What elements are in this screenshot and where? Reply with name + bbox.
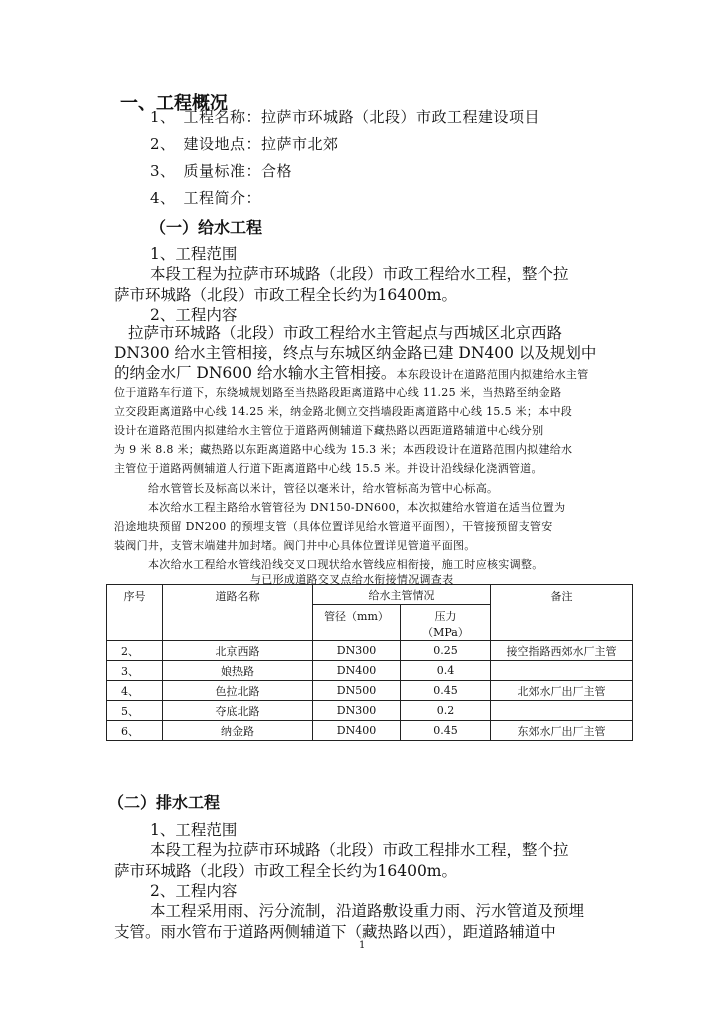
table-row [107,641,633,661]
content-text: 本东段设计在道路范围内拟建给水主管 [396,368,589,381]
table-row [107,721,633,741]
cell-road: 纳金路 [163,721,313,741]
section-title: 一、工程概况 [120,93,228,114]
drain-scope-line: 萨市环城路（北段）市政工程全长约为16400m。 [114,862,458,880]
page-number: 1 [359,940,366,951]
water-content-line: DN300 给水主管相接，终点与东城区纳金路已建 DN400 以及规划中 [114,344,597,362]
table-title: 与已形成道路交叉点给水衔接情况调查表 [250,573,454,586]
water-content-small: 立交段距离道路中心线 14.25 米，纳金路北侧立交挡墙段距离道路中心线 15.5 米；本中段 [114,405,573,418]
water-para: 沿途地块预留 DN200 的预埋支管（具体位置详见给水管道平面图），干管接预留支管安 [114,520,553,533]
header-no: 序号 [107,585,163,641]
water-para: 装阀门井，支管末端建井加封堵。阀门井中心具体位置详见管道平面图。 [114,539,476,552]
cell-dia: DN400 [313,721,401,741]
water-content-small: 位于道路车行道下，东绕城规划路至当热路段距离道路中心线 11.25 米，当热路至纳金路 [114,386,562,399]
cell-note: 东郊水厂出厂主管 [491,721,633,741]
water-content-small: 主管位于道路两侧辅道人行道下距离道路中心线 15.5 米。并设计沿线绿化浇洒管道。 [114,462,543,475]
drain-content-line: 支管。雨水管布于道路两侧辅道下（藏热路以西），距道路辅道中 [114,923,556,941]
table-row [107,701,633,721]
item-name: 1、 工程名称：拉萨市环城路（北段）市政工程建设项目 [150,108,541,126]
cell-road: 夺底北路 [163,701,313,721]
header-main: 给水主管情况 [313,585,491,605]
drain-content-heading: 2、工程内容 [150,882,238,900]
cell-note [491,701,633,721]
cell-pressure: 0.25 [401,641,491,661]
item-location: 2、 建设地点：拉萨市北郊 [150,135,339,153]
water-scope-heading: 1、工程范围 [150,245,238,263]
drain-title: （二）排水工程 [108,793,221,812]
drain-content-line: 本工程采用雨、污分流制，沿道路敷设重力雨、污水管道及预埋 [150,902,585,920]
water-content-heading: 2、工程内容 [150,306,238,324]
cell-dia: DN400 [313,661,401,681]
cell-no: 2、 [107,641,163,661]
water-connection-table [106,584,633,741]
table-row [107,681,633,701]
cell-no: 6、 [107,721,163,741]
cell-dia: DN500 [313,681,401,701]
cell-no: 3、 [107,661,163,681]
water-para: 本次给水工程给水管线沿线交叉口现状给水管线应相衔接，施工时应核实调整。 [148,558,544,571]
cell-pressure: 0.2 [401,701,491,721]
water-content-small: 设计在道路范围内拟建给水主管位于道路两侧辅道下藏热路以西距道路辅道中心线分别 [114,424,544,437]
drain-scope-heading: 1、工程范围 [150,821,238,839]
cell-pressure: 0.45 [401,721,491,741]
cell-note: 接空指路西郊水厂主管 [491,641,633,661]
cell-pressure: 0.4 [401,661,491,681]
item-intro: 4、 工程简介： [150,189,262,207]
water-title: （一）给水工程 [150,218,263,237]
table-row [107,661,633,681]
cell-no: 5、 [107,701,163,721]
cell-road: 北京西路 [163,641,313,661]
cell-note [491,661,633,681]
water-scope-line: 萨市环城路（北段）市政工程全长约为16400m。 [114,286,458,304]
water-scope-line: 本段工程为拉萨市环城路（北段）市政工程给水工程，整个拉 [150,265,569,283]
content-text: 的纳金水厂 DN600 给水输水主管相接。 [114,364,397,382]
header-note: 备注 [491,585,633,641]
header-road: 道路名称 [163,585,313,641]
water-para: 给水管管长及标高以米计，管径以毫米计，给水管标高为管中心标高。 [148,482,499,495]
cell-note: 北郊水厂出厂主管 [491,681,633,701]
cell-pressure: 0.45 [401,681,491,701]
header-pressure: 压力（MPa） [401,605,491,641]
item-quality: 3、 质量标准：合格 [150,162,293,180]
header-diameter: 管径（mm） [313,605,401,641]
drain-scope-line: 本段工程为拉萨市环城路（北段）市政工程排水工程，整个拉 [150,841,569,859]
cell-dia: DN300 [313,641,401,661]
water-content-line [114,361,589,383]
cell-road: 色拉北路 [163,681,313,701]
water-content-line: 拉萨市环城路（北段）市政工程给水主管起点与西城区北京西路 [128,324,563,342]
cell-road: 娘热路 [163,661,313,681]
cell-dia: DN300 [313,701,401,721]
cell-no: 4、 [107,681,163,701]
water-content-small: 为 9 米 8.8 米；藏热路以东距离道路中心线为 15.3 米；本西段设计在道路范围内拟建给水 [114,443,573,456]
water-para: 本次给水工程主路给水管管径为 DN150-DN600，本次拟建给水管道在适当位置为 [148,501,566,514]
